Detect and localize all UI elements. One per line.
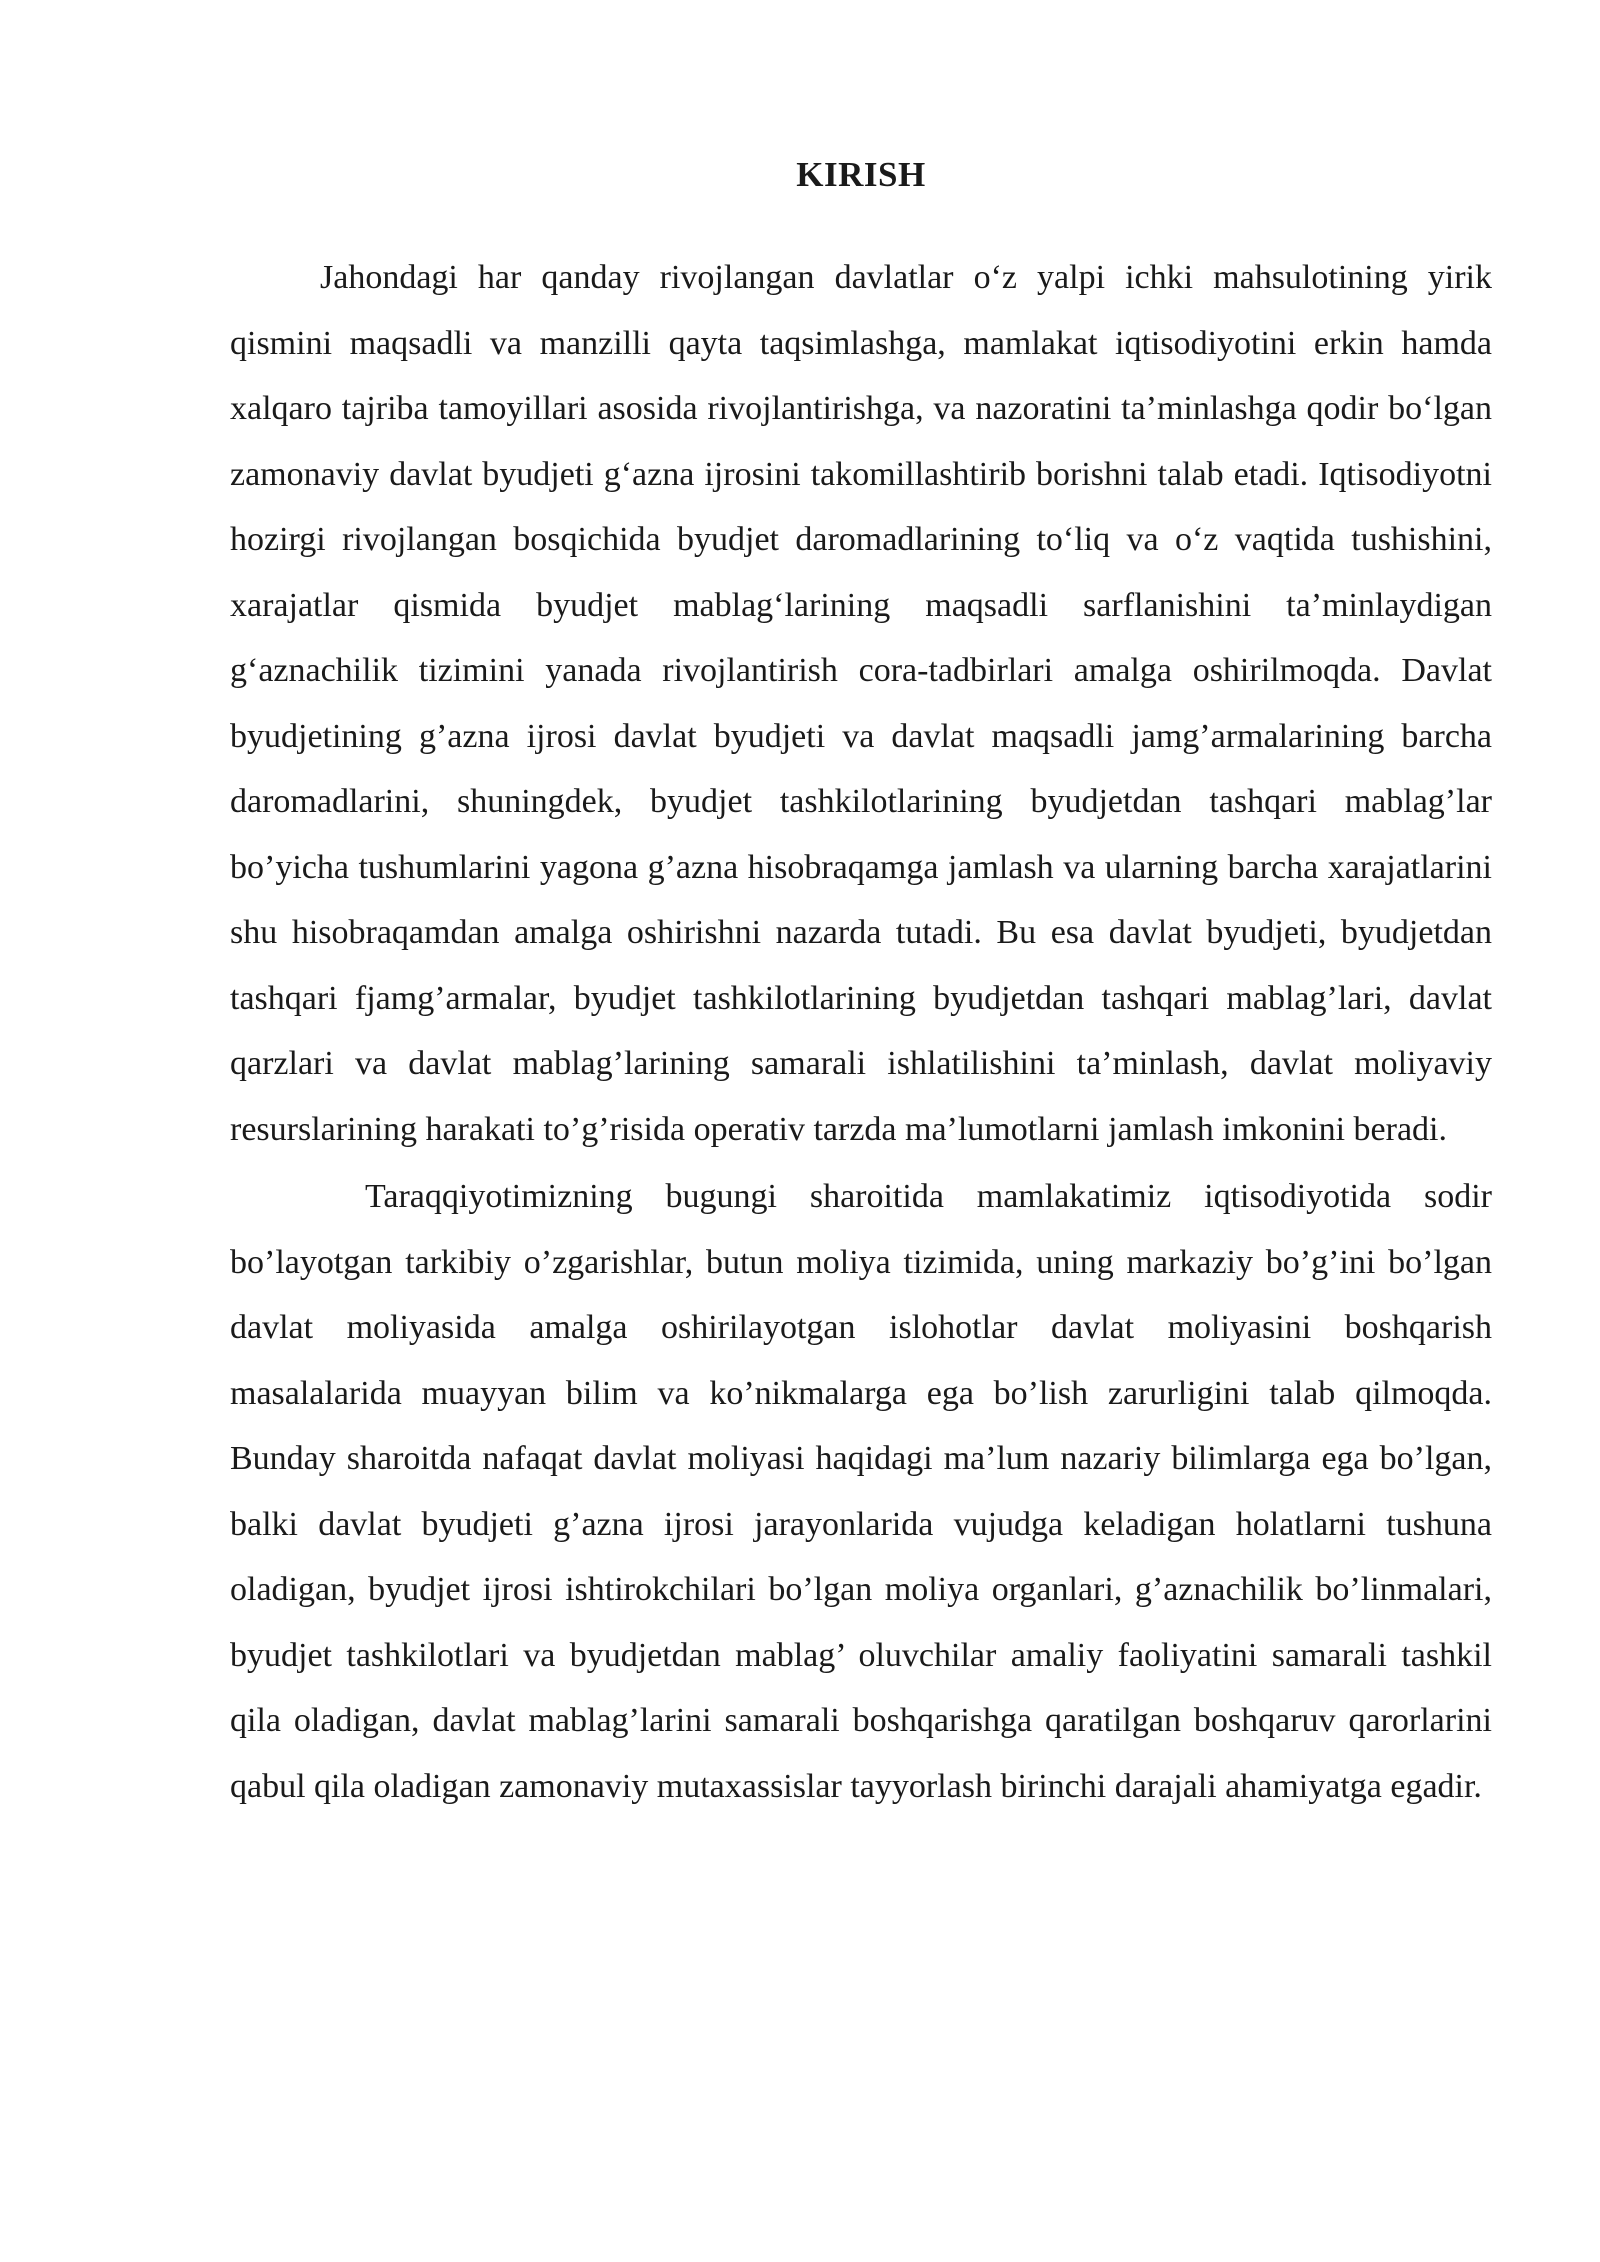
paragraph-2: Taraqqiyotimizning bugungi sharoitida mamlakatimiz iqtisodiyotida sodir bo’layotgan tarkibiy o’zgarishlar, butun moliya tizimida, uning markaziy bo’g’ini bo’lgan davlat moliyasida amalga oshirilayotgan islohotlar davlat moliyasini boshqarish masalalarida muayyan bilim va ko’nikmalarga ega bo’lish zarurligini talab qilmoqda. Bunday sharoitda nafaqat davlat moliyasi haqidagi ma’lum nazariy bilimlarga ega bo’lgan, balki davlat byudjeti g’azna ijrosi jarayonlarida vujudga keladigan holatlarni tushuna oladigan, byudjet ijrosi ishtirokchilari bo’lgan moliya organlari, g’aznachilik bo’linmalari, byudjet tashkilotlari va byudjetdan mablag’ oluvchilar amaliy faoliyatini samarali tashkil qila oladigan, davlat mablag’larini samarali boshqarishga qaratilgan boshqaruv qarorlarini qabul qila oladigan zamonaviy mutaxassislar tayyorlash birinchi darajali ahamiyatga egadir. <box>230 1178 1492 1805</box>
document-body <box>230 145 1492 1819</box>
page-title: KIRISH <box>796 155 926 194</box>
paragraph-1: Jahondagi har qanday rivojlangan davlatlar o‘z yalpi ichki mahsulotining yirik qismini maqsadli va manzilli qayta taqsimlashga, mamlakat iqtisodiyotini erkin hamda xalqaro tajriba tamoyillari asosida rivojlantirishga, va nazoratini ta’minlashga qodir bo‘lgan zamonaviy davlat byudjeti g‘azna ijrosini takomillashtirib borishni talab etadi. Iqtisodiyotni hozirgi rivojlangan bosqichida byudjet daromadlarining to‘liq va o‘z vaqtida tushishini, xarajatlar qismida byudjet mablag‘larining maqsadli sarflanishini ta’minlaydigan g‘aznachilik tizimini yanada rivojlantirish cora-tadbirlari amalga oshirilmoqda. Davlat byudjetining g’azna ijrosi davlat byudjeti va davlat maqsadli jamg’armalarining barcha daromadlarini, shuningdek, byudjet tashkilotlarining byudjetdan tashqari mablag’lar bo’yicha tushumlarini yagona g’azna hisobraqamga jamlash va ularning barcha xarajatlarini shu hisobraqamdan amalga oshirishni nazarda tutadi. Bu esa davlat byudjeti, byudjetdan tashqari fjamg’armalar, byudjet tashkilotlarining byudjetdan tashqari mablag’lari, davlat qarzlari va davlat mablag’larining samarali ishlatilishini ta’minlash, davlat moliyaviy resurslarining harakati to’g’risida operativ tarzda ma’lumotlarni jamlash imkonini beradi. <box>230 259 1492 1148</box>
